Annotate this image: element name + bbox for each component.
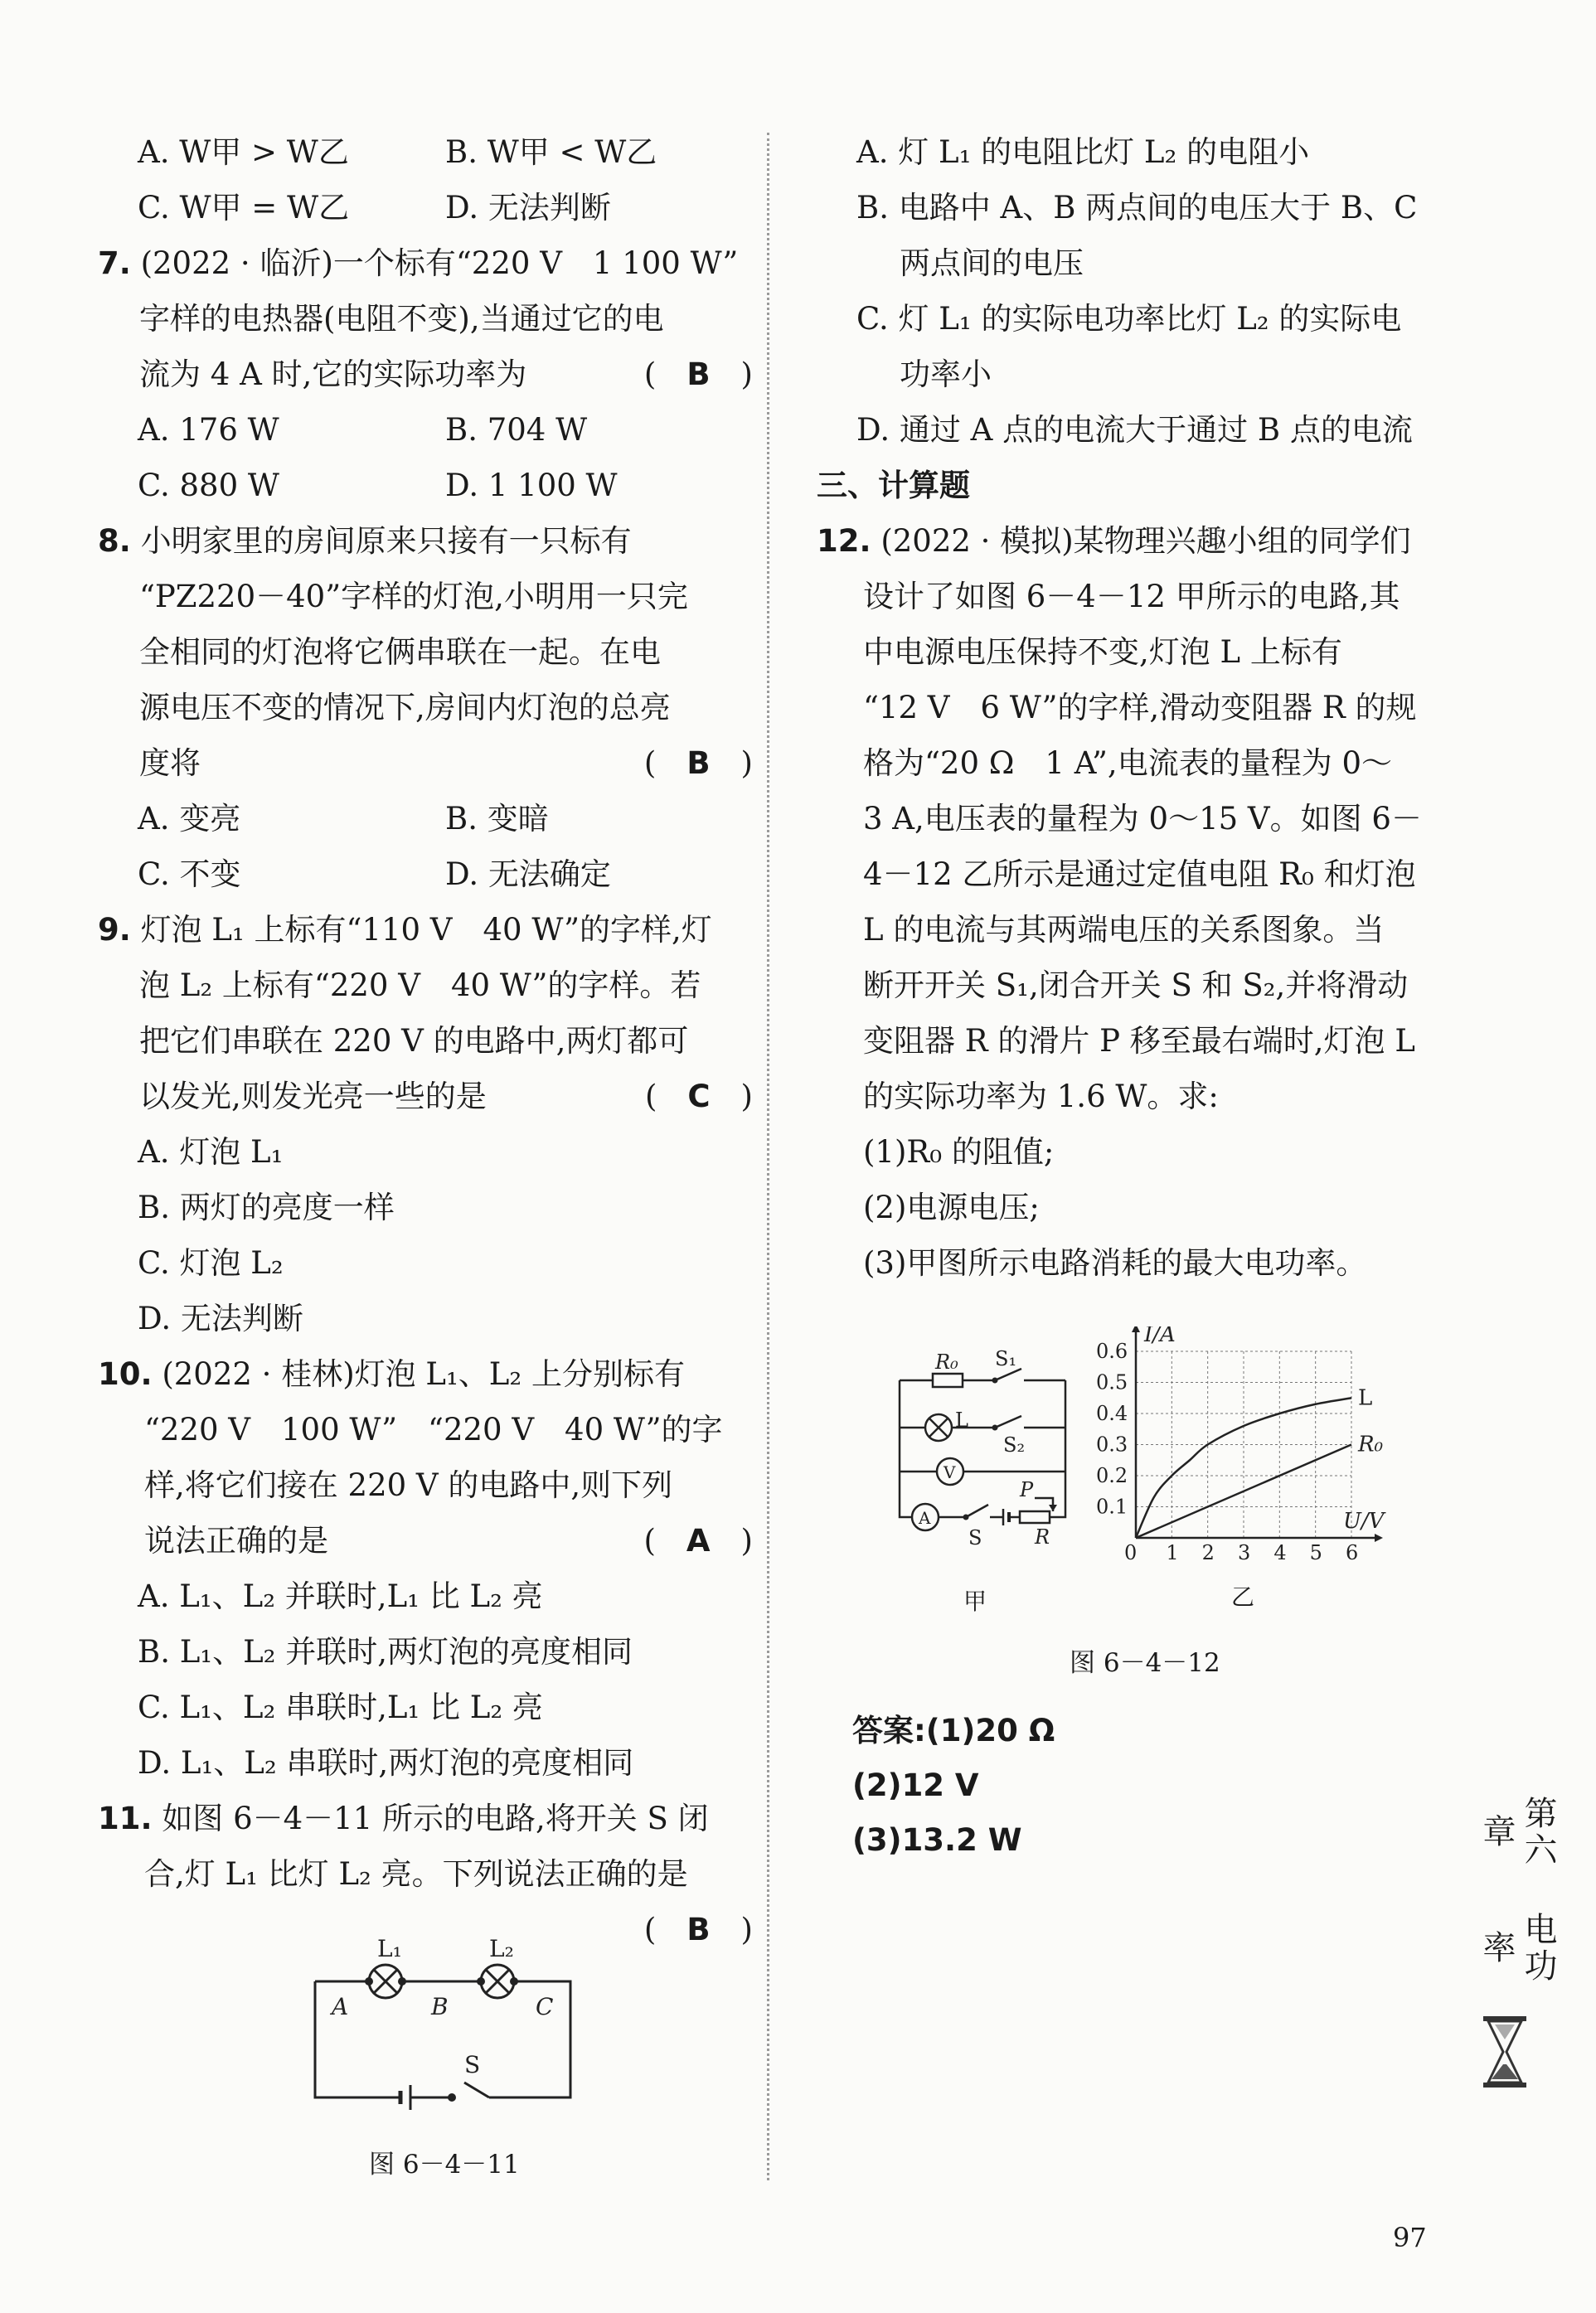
- right-column: [817, 124, 1459, 1291]
- q12-answer-3: (3)13.2 W: [852, 1822, 1022, 1858]
- y-tick-label: 0.6: [1096, 1340, 1128, 1363]
- q12-line-6: 3 A,电压表的量程为 0～15 V。如图 6－: [863, 801, 1422, 836]
- q8-option-a: A. 变亮: [138, 801, 241, 836]
- node-c: [510, 1977, 518, 1986]
- q7-line-2: 字样的电热器(电阻不变),当通过它的电: [139, 301, 664, 337]
- q12-line-3: 中电源电压保持不变,灯泡 L 上标有: [863, 634, 1342, 670]
- series-r0-line: [1136, 1445, 1351, 1539]
- q12-answer-1: 答案:(1)20 Ω: [852, 1713, 1055, 1748]
- x-axis-arrow: [1375, 1534, 1383, 1542]
- q8-options-row2: [98, 846, 753, 902]
- label-c: C: [536, 1993, 554, 2020]
- label-s2: S₂: [1003, 1433, 1026, 1457]
- q12-line-9: 断开开关 S₁,闭合开关 S 和 S₂,并将滑动: [863, 967, 1409, 1003]
- x-tick-label: 4: [1273, 1541, 1287, 1564]
- q8-line-5: [98, 735, 753, 791]
- y-tick-label: 0.3: [1096, 1433, 1128, 1457]
- q6-option-d: D. 无法判断: [445, 190, 611, 225]
- hourglass-icon: [1480, 2015, 1530, 2089]
- q7-text: (2022 · 临沂)一个标有“220 V 1 100 W”: [140, 245, 739, 281]
- q9-option-c: C. 灯泡 L₂: [138, 1245, 284, 1281]
- q8-number: 8.: [98, 523, 131, 559]
- q7-option-b: B. 704 W: [445, 412, 588, 448]
- label-l1: L₁: [377, 1935, 402, 1962]
- q8-option-d: D. 无法确定: [445, 856, 611, 892]
- label-a: A: [919, 1508, 931, 1528]
- column-divider: [767, 133, 769, 2180]
- x-tick-label: 1: [1166, 1541, 1179, 1564]
- series-label: R₀: [1358, 1432, 1383, 1457]
- q11-number: 11.: [98, 1801, 153, 1836]
- label-r0: R₀: [935, 1350, 958, 1374]
- wire-left: [900, 1380, 912, 1517]
- wire-right: [489, 1981, 570, 2097]
- q7-text-end: 流为 4 A 时,它的实际功率为: [139, 356, 527, 392]
- q9-line-3: 把它们串联在 220 V 的电路中,两灯都可: [139, 1023, 689, 1059]
- q12-line-10: 变阻器 R 的滑片 P 移至最右端时,灯泡 L: [863, 1023, 1415, 1059]
- q7-option-c: C. 880 W: [138, 468, 279, 503]
- label-jia: 甲: [963, 1588, 987, 1615]
- q12-sub-1: (1)R₀ 的阻值;: [863, 1134, 1055, 1170]
- switch-s2-blade: [995, 1416, 1021, 1428]
- q11-answer: ( B ): [643, 1912, 753, 1947]
- q12-number: 12.: [817, 523, 871, 559]
- q12-sub-2: (2)电源电压;: [863, 1190, 1040, 1225]
- x-axis-label: U/V: [1343, 1509, 1385, 1534]
- caption-6-4-12: 图 6－4－12: [1070, 1648, 1220, 1678]
- label-p: P: [1020, 1478, 1034, 1501]
- q6-option-b: B. W甲 < W乙: [445, 134, 657, 170]
- q7-options-row1: [98, 402, 753, 458]
- q10-line-4: [98, 1513, 753, 1569]
- figure-6-4-12-jia-circuit: [887, 1347, 1086, 1554]
- q10-text: (2022 · 桂林)灯泡 L₁、L₂ 上分别标有: [162, 1356, 685, 1392]
- figure-6-4-11-circuit: [307, 1932, 589, 2122]
- section-3-heading: 三、计算题: [817, 468, 970, 503]
- sidebar-chapter: 第六章: [1477, 1796, 1557, 1869]
- q10-text-end: 说法正确的是: [144, 1523, 328, 1559]
- resistor-r0: [933, 1374, 963, 1387]
- q10-number: 10.: [98, 1356, 153, 1392]
- node-a: [365, 1977, 373, 1986]
- y-axis-label: I/A: [1144, 1326, 1176, 1347]
- q6-options-row2: [98, 180, 753, 235]
- q11-line-1: [98, 1791, 753, 1846]
- q6-option-c: C. W甲 = W乙: [138, 190, 350, 225]
- chapter-sidebar: [1476, 1782, 1557, 2099]
- q7-option-a: A. 176 W: [138, 412, 279, 448]
- q9-text: 灯泡 L₁ 上标有“110 V 40 W”的字样,灯: [140, 912, 712, 948]
- q8-line-2: “PZ220－40”字样的灯泡,小明用一只完: [139, 579, 688, 614]
- label-r: R: [1035, 1525, 1050, 1549]
- q8-text: 小明家里的房间原来只接有一只标有: [140, 523, 632, 559]
- q9-line-4: [98, 1069, 753, 1124]
- label-v: V: [944, 1462, 956, 1482]
- q8-options-row1: [98, 791, 753, 846]
- label-s: S: [968, 1526, 982, 1549]
- x-tick-label: 3: [1238, 1541, 1251, 1564]
- caption-6-4-11: 图 6－4－11: [369, 2150, 520, 2180]
- q10-option-c: C. L₁、L₂ 串联时,L₁ 比 L₂ 亮: [138, 1690, 543, 1725]
- q12-line-2: 设计了如图 6－4－12 甲所示的电路,其: [863, 579, 1400, 614]
- q10-answer: ( A ): [643, 1523, 753, 1559]
- q8-option-b: B. 变暗: [445, 801, 549, 836]
- q7-line-3: [98, 347, 753, 402]
- label-a: A: [332, 1993, 349, 2020]
- q12-text: (2022 · 模拟)某物理兴趣小组的同学们: [880, 523, 1411, 559]
- q10-option-a: A. L₁、L₂ 并联时,L₁ 比 L₂ 亮: [138, 1578, 543, 1614]
- q7-answer: ( B ): [643, 356, 753, 392]
- q12-answer-2: (2)12 V: [852, 1767, 979, 1803]
- q7-option-d: D. 1 100 W: [445, 468, 618, 503]
- q8-line-3: 全相同的灯泡将它俩串联在一起。在电: [139, 634, 661, 670]
- left-column: [98, 124, 753, 1960]
- q11-option-a: A. 灯 L₁ 的电阻比灯 L₂ 的电阻小: [856, 134, 1310, 170]
- q11-line-2: 合,灯 L₁ 比灯 L₂ 亮。下列说法正确的是: [144, 1856, 688, 1892]
- q11-answer-letter: B: [686, 1912, 711, 1947]
- q8-answer: ( B ): [643, 745, 753, 781]
- series-label: L: [1358, 1385, 1373, 1411]
- q9-line-2: 泡 L₂ 上标有“220 V 40 W”的字样。若: [139, 967, 701, 1003]
- q9-answer: ( C ): [644, 1079, 753, 1114]
- q8-text-end: 度将: [139, 745, 201, 781]
- q10-line-2: “220 V 100 W” “220 V 40 W”的字: [144, 1412, 723, 1447]
- q10-line-1: [98, 1346, 753, 1402]
- x-tick-label: 6: [1346, 1541, 1359, 1564]
- q11-option-b: B. 电路中 A、B 两点间的电压大于 B、C: [856, 190, 1418, 225]
- q9-answer-letter: C: [687, 1079, 711, 1114]
- label-s: S: [464, 2051, 481, 2078]
- y-tick-label: 0.1: [1096, 1495, 1128, 1519]
- q12-line-7: 4－12 乙所示是通过定值电阻 R₀ 和灯泡: [863, 856, 1416, 892]
- q12-line-5: 格为“20 Ω 1 A”,电流表的量程为 0～: [863, 745, 1392, 781]
- q9-number: 9.: [98, 912, 131, 948]
- q9-option-b: B. 两灯的亮度一样: [138, 1190, 395, 1225]
- q8-line-1: [98, 513, 753, 569]
- figure-6-4-12-yi-chart: [1094, 1326, 1401, 1583]
- q12-line-1: [817, 513, 1459, 569]
- label-s1: S₁: [995, 1347, 1017, 1370]
- label-l2: L₂: [489, 1935, 514, 1962]
- y-tick-label: 0.4: [1096, 1402, 1128, 1425]
- q10-answer-letter: A: [686, 1523, 711, 1559]
- switch-s1-blade: [995, 1369, 1021, 1380]
- q9-line-1: [98, 902, 753, 958]
- sidebar-title: 电功率: [1477, 1912, 1557, 1985]
- x-tick-label: 0: [1124, 1541, 1138, 1564]
- q7-line-1: [98, 235, 753, 291]
- q7-options-row2: [98, 458, 753, 513]
- q11-option-c-cont: 功率小: [900, 356, 992, 392]
- switch-pivot: [448, 2093, 456, 2102]
- q8-answer-letter: B: [686, 745, 711, 781]
- q11-text: 如图 6－4－11 所示的电路,将开关 S 闭: [162, 1801, 709, 1836]
- q8-line-4: 源电压不变的情况下,房间内灯泡的总亮: [139, 690, 671, 725]
- label-b: B: [431, 1993, 449, 2020]
- y-axis-arrow: [1132, 1326, 1140, 1332]
- label-yi: 乙: [1231, 1583, 1255, 1611]
- q12-answers: [852, 1704, 1055, 1868]
- q11-option-c: C. 灯 L₁ 的实际电功率比灯 L₂ 的实际电: [856, 301, 1402, 337]
- q9-option-a: A. 灯泡 L₁: [138, 1134, 284, 1170]
- rheostat-r: [1020, 1511, 1050, 1523]
- q7-number: 7.: [98, 245, 131, 281]
- switch-blade: [464, 2083, 489, 2097]
- label-l: L: [955, 1409, 968, 1432]
- x-tick-label: 5: [1309, 1541, 1322, 1564]
- page-number: 97: [1393, 2222, 1427, 2253]
- q10-option-d: D. L₁、L₂ 串联时,两灯泡的亮度相同: [138, 1745, 634, 1781]
- q7-answer-letter: B: [686, 356, 711, 392]
- q12-line-4: “12 V 6 W”的字样,滑动变阻器 R 的规: [863, 690, 1417, 725]
- q12-line-8: L 的电流与其两端电压的关系图象。当: [863, 912, 1385, 948]
- q6-options-row1: [98, 124, 753, 180]
- q12-sub-3: (3)甲图所示电路消耗的最大电功率。: [863, 1245, 1367, 1281]
- q11-option-b-cont: 两点间的电压: [900, 245, 1084, 281]
- q12-line-11: 的实际功率为 1.6 W。求:: [863, 1079, 1219, 1114]
- q9-text-end: 以发光,则发光亮一些的是: [139, 1079, 487, 1114]
- q10-line-3: 样,将它们接在 220 V 的电路中,则下列: [144, 1467, 673, 1503]
- switch-s-blade: [966, 1505, 988, 1517]
- q9-option-d: D. 无法判断: [138, 1301, 303, 1336]
- x-tick-label: 2: [1201, 1541, 1215, 1564]
- q10-option-b: B. L₁、L₂ 并联时,两灯泡的亮度相同: [138, 1634, 633, 1670]
- q6-option-a: A. W甲 > W乙: [138, 134, 349, 170]
- y-tick-label: 0.5: [1096, 1370, 1128, 1394]
- y-tick-label: 0.2: [1096, 1464, 1128, 1487]
- q11-option-d: D. 通过 A 点的电流大于通过 B 点的电流: [856, 412, 1413, 448]
- q8-option-c: C. 不变: [138, 856, 241, 892]
